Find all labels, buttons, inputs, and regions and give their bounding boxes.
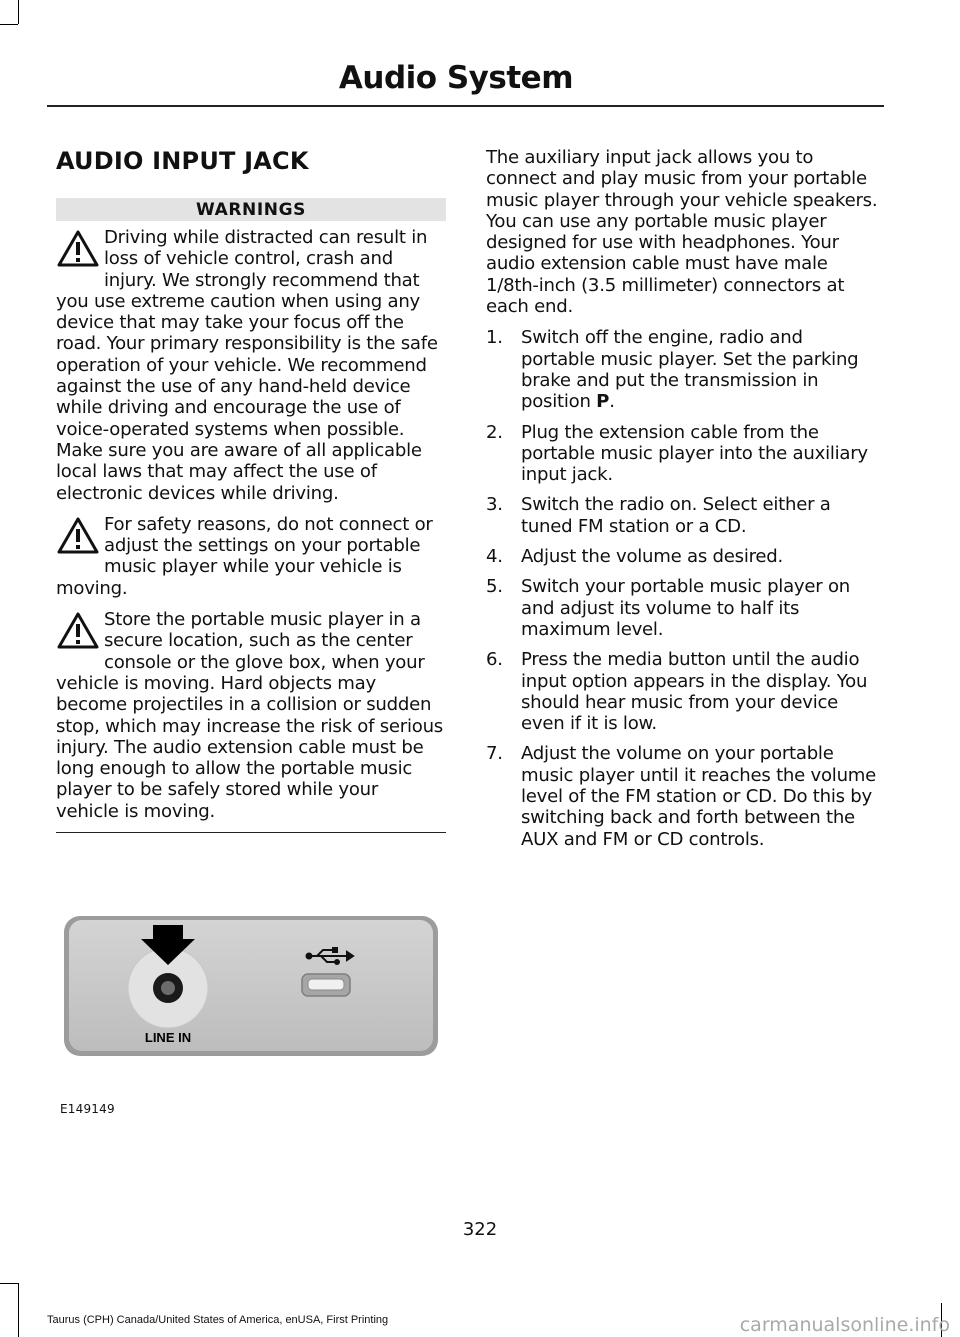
warnings-heading: WARNINGS <box>56 198 446 221</box>
warning-triangle-icon <box>56 227 100 271</box>
step-number: 2. <box>486 421 503 443</box>
warning-item <box>56 609 446 822</box>
warnings-column <box>56 198 446 833</box>
instructions-column <box>486 147 882 859</box>
step-text: Adjust the volume on your portable music player until it reaches the volume level of the FM station or CD. Do this by switching back and forth between the AUX and FM or CD controls. <box>521 743 877 850</box>
list-item <box>486 327 882 412</box>
audio-jack-figure <box>56 905 448 1065</box>
list-item <box>486 422 882 486</box>
step-number: 4. <box>486 546 503 568</box>
step-text: Adjust the volume as desired. <box>521 546 784 568</box>
page-number: 322 <box>462 1219 498 1240</box>
warning-text: Driving while distracted can result in loss of vehicle control, crash and injury. We strongly recommend that you use extreme caution when using any device that may take your focus off the road. Your primary responsibility is the safe operation of your vehicle. We recommend against the use of any hand-held device while driving and encourage the use of voice-operated systems when possible. Make sure you are aware of all applicable local laws that may affect the use of electronic devices while driving. <box>56 227 438 504</box>
crop-mark <box>0 1283 18 1284</box>
step-text: Switch your portable music player on and adjust its volume to half its maximum level. <box>521 576 850 640</box>
step-text-after: . <box>609 391 615 413</box>
steps-list <box>486 327 882 850</box>
figure-code: E149149 <box>60 1102 115 1116</box>
page-header-title: Audio System <box>338 60 573 96</box>
header-divider <box>47 105 884 107</box>
step-number: 1. <box>486 327 503 349</box>
step-number: 5. <box>486 576 503 598</box>
warning-triangle-icon <box>56 514 100 558</box>
panel-face <box>69 920 433 1051</box>
watermark-text: carmanualsonline.info <box>739 1314 950 1336</box>
list-item <box>486 494 882 537</box>
jack-label: LINE IN <box>144 1030 192 1045</box>
step-number: 6. <box>486 649 503 671</box>
list-item <box>486 743 882 849</box>
list-item <box>486 649 882 734</box>
crop-mark <box>18 1283 19 1337</box>
list-item <box>486 576 882 640</box>
step-text: Switch the radio on. Select either a tuned FM station or a CD. <box>521 494 831 537</box>
crop-mark <box>0 24 18 25</box>
warning-text: For safety reasons, do not connect or adjust the settings on your portable music player while your vehicle is moving. <box>56 513 433 599</box>
step-text: Switch off the engine, radio and portable music player. Set the parking brake and put the transmission in position <box>521 327 859 413</box>
warning-text: Store the portable music player in a secure location, such as the center console or the glove box, when your vehicle is moving. Hard objects may become projectiles in a collision or sudden stop, which may increase the risk of serious injury. The audio extension cable must be long enough to allow the portable music player to be safely stored while your vehicle is moving. <box>56 609 443 822</box>
step-text: Press the media button until the audio input option appears in the display. You should hear music from your device even if it is low. <box>521 649 868 735</box>
usb-slot <box>308 979 344 990</box>
crop-mark <box>18 0 19 24</box>
warnings-end-divider <box>56 832 446 833</box>
step-text: Plug the extension cable from the portable music player into the auxiliary input jack. <box>521 421 868 486</box>
section-title: AUDIO INPUT JACK <box>56 147 309 175</box>
step-number: 3. <box>486 494 503 516</box>
step-number: 7. <box>486 743 503 765</box>
step-bold: P <box>596 391 610 413</box>
warning-triangle-icon <box>56 609 100 653</box>
footer-text: Taurus (CPH) Canada/United States of America, enUSA, First Printing <box>47 1314 389 1326</box>
warning-item <box>56 227 446 504</box>
jack-core <box>161 981 175 995</box>
warning-item <box>56 514 446 599</box>
list-item <box>486 546 882 567</box>
intro-paragraph: The auxiliary input jack allows you to connect and play music from your portable music player through your vehicle speakers. You can use any portable music player designed for use with headphones. Your audio extension cable must have male 1/8th-inch (3.5 millimeter) connectors at each end. <box>486 147 878 318</box>
